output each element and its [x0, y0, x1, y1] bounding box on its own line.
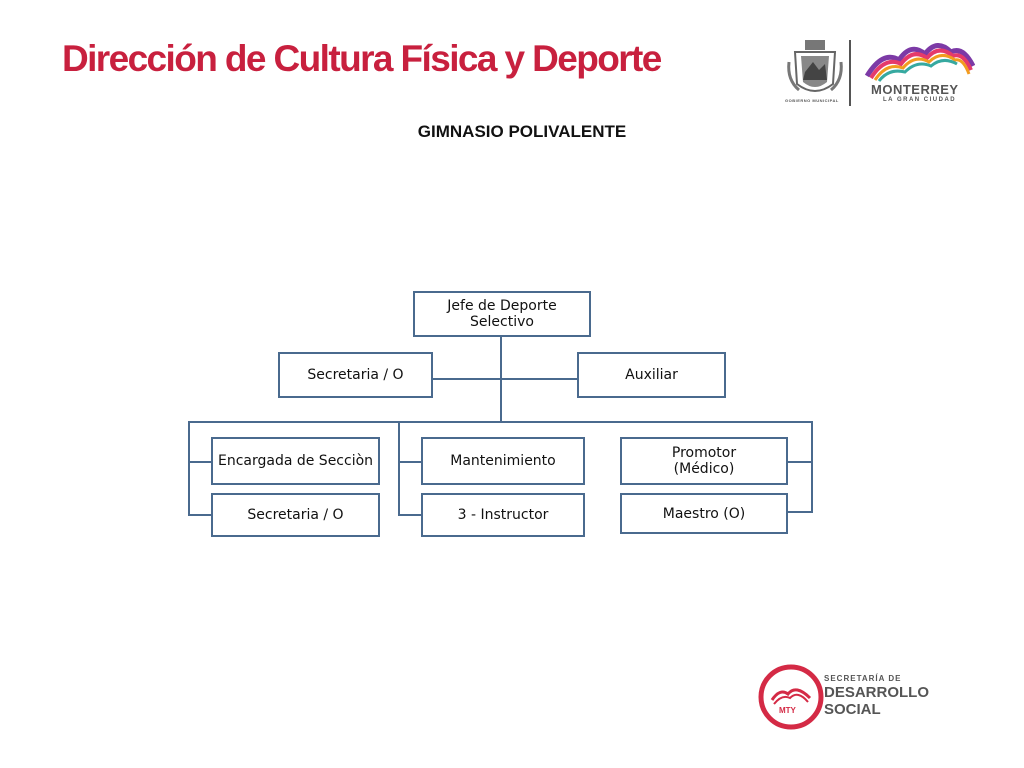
connector-col3-bottom-arm [787, 511, 813, 513]
connector-col2-bottom-arm [398, 514, 422, 516]
city-name: MONTERREY [871, 82, 959, 97]
org-box-head: Jefe de Deporte Selectivo [413, 291, 591, 337]
connector-col1-bottom-arm [188, 514, 212, 516]
secretaria-line2: DESARROLLO [824, 684, 929, 701]
org-box-staff-left: Secretaria / O [278, 352, 433, 398]
logo-divider [849, 40, 851, 106]
connector-col3-drop [811, 421, 813, 513]
chart-subtitle: GIMNASIO POLIVALENTE [417, 122, 627, 141]
connector-col1-top-arm [188, 461, 212, 463]
mty-seal-text: MTY [779, 706, 796, 715]
org-box-col2-bottom: 3 - Instructor [421, 493, 585, 537]
org-box-col1-top: Encargada de Secciòn [211, 437, 380, 485]
org-box-col3-top: Promotor (Médico) [620, 437, 788, 485]
page-title: Dirección de Cultura Física y Deporte [62, 38, 661, 79]
connector-col2-top-arm [398, 461, 422, 463]
org-box-col2-top: Mantenimiento [421, 437, 585, 485]
connector-col3-top-arm [787, 461, 813, 463]
municipal-caption: GOBIERNO MUNICIPAL [785, 98, 839, 103]
connector-col2-drop [398, 421, 400, 516]
desarrollo-social-logo [758, 662, 978, 732]
org-box-staff-right: Auxiliar [577, 352, 726, 398]
header-logos [785, 36, 985, 112]
city-tagline: LA GRAN CIUDAD [883, 97, 957, 103]
connector-top-bus [188, 421, 813, 423]
secretaria-line1: SECRETARÍA DE [824, 674, 902, 683]
connector-staff-left [432, 378, 502, 380]
secretaria-line3: SOCIAL [824, 701, 881, 718]
mty-seal-icon [758, 664, 824, 730]
connector-col1-drop [188, 421, 190, 516]
monterrey-mountains-icon [865, 36, 975, 82]
org-box-col1-bottom: Secretaria / O [211, 493, 380, 537]
connector-staff-right [500, 378, 578, 380]
org-box-col3-bottom: Maestro (O) [620, 493, 788, 534]
